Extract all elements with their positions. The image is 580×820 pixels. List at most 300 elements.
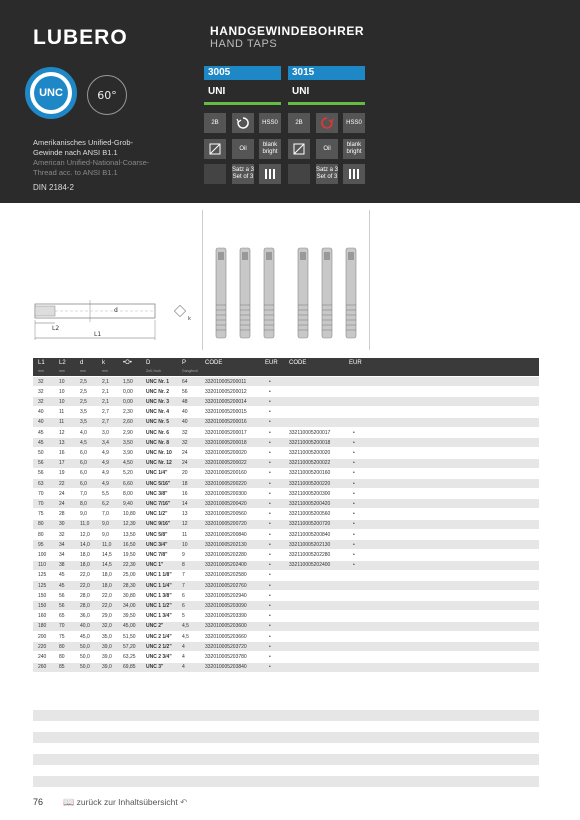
table-row	[33, 591, 539, 600]
cell-drill: 5,20	[123, 470, 133, 477]
cell-pitch: 7	[182, 572, 185, 579]
cell-d: 45,0	[80, 633, 90, 640]
cell-d: 4,0	[80, 429, 87, 436]
empty-row	[33, 776, 539, 787]
cell-k: 22,0	[102, 602, 112, 609]
cell-d: 50,0	[80, 643, 90, 650]
cell-code-1: 332010005200840	[205, 531, 247, 538]
table-row	[33, 469, 539, 478]
page-subtitle: HAND TAPS	[210, 38, 278, 50]
cell-drill: 8,00	[123, 490, 133, 497]
coolant-badge-1: Oil	[232, 139, 254, 159]
rotation-icon	[232, 113, 254, 133]
cell-l2: 22	[59, 480, 65, 487]
table-row	[33, 489, 539, 498]
cell-code-1: 332010005202130	[205, 541, 247, 548]
cell-eur-1: •	[269, 562, 271, 569]
cell-k: 2,1	[102, 398, 109, 405]
cell-l2: 85	[59, 664, 65, 671]
col-code-2: CODE	[289, 360, 307, 366]
din-standard: DIN 2184-2	[33, 183, 74, 192]
cell-pitch: 13	[182, 511, 188, 518]
cell-k: 29,0	[102, 613, 112, 620]
cell-l2: 24	[59, 500, 65, 507]
cell-drill: 25,00	[123, 572, 136, 579]
cell-pitch: 8	[182, 562, 185, 569]
cell-k: 2,1	[102, 388, 109, 395]
cell-drill: 0,00	[123, 398, 133, 405]
cell-eur-2: •	[353, 480, 355, 487]
unc-badge	[25, 67, 77, 119]
cell-eur-1: •	[269, 470, 271, 477]
cell-diameter: UNC 2 1/4"	[146, 633, 172, 640]
cell-l1: 80	[38, 531, 44, 538]
cell-diameter: UNC 5/8"	[146, 531, 168, 538]
table-row	[33, 459, 539, 468]
rotation-left-icon	[316, 113, 338, 133]
cell-drill: 9,40	[123, 500, 133, 507]
cell-k: 39,0	[102, 653, 112, 660]
cell-eur-2: •	[353, 470, 355, 477]
cell-drill: 45,00	[123, 623, 136, 630]
cell-eur-1: •	[269, 490, 271, 497]
cell-eur-2: •	[353, 511, 355, 518]
cell-l2: 80	[59, 653, 65, 660]
cell-d: 9,0	[80, 511, 87, 518]
cell-code-1: 332010005202280	[205, 551, 247, 558]
cell-code-1: 332010005203390	[205, 613, 247, 620]
cell-code-2: 332110005202280	[289, 551, 331, 558]
cell-l2: 56	[59, 602, 65, 609]
table-row	[33, 581, 539, 590]
cell-d: 50,0	[80, 653, 90, 660]
cell-diameter: UNC 3"	[146, 664, 164, 671]
cell-pitch: 32	[182, 439, 188, 446]
cell-drill: 30,80	[123, 592, 136, 599]
cell-d: 8,0	[80, 500, 87, 507]
cell-k: 11,0	[102, 541, 112, 548]
cell-drill: 0,00	[123, 388, 133, 395]
cell-eur-1: •	[269, 623, 271, 630]
col-k: k	[102, 360, 105, 366]
blank-icon	[204, 164, 226, 184]
cell-k: 4,9	[102, 480, 109, 487]
cell-code-2: 332110005200720	[289, 521, 331, 528]
cell-diameter: UNC Nr. 8	[146, 439, 170, 446]
cell-drill: 13,50	[123, 531, 136, 538]
cell-k: 3,4	[102, 439, 109, 446]
book-icon: 📖	[63, 797, 75, 807]
cell-l1: 32	[38, 398, 44, 405]
back-to-contents-link[interactable]	[63, 797, 187, 808]
cell-code-2: 332110005200560	[289, 511, 331, 518]
table-row	[33, 479, 539, 488]
cell-eur-1: •	[269, 409, 271, 416]
cell-l2: 13	[59, 439, 65, 446]
cell-k: 39,0	[102, 643, 112, 650]
cell-eur-1: •	[269, 388, 271, 395]
cell-diameter: UNC 1"	[146, 562, 164, 569]
cell-code-1: 332010005200014	[205, 398, 247, 405]
cell-pitch: 4	[182, 643, 185, 650]
cell-d: 12,0	[80, 531, 90, 538]
cell-eur-2: •	[353, 429, 355, 436]
cell-d: 18,0	[80, 551, 90, 558]
cell-diameter: UNC 2"	[146, 623, 164, 630]
col-l2-unit: mm	[59, 369, 65, 373]
cell-l2: 16	[59, 449, 65, 456]
cell-d: 28,0	[80, 592, 90, 599]
cell-code-1: 332010005200560	[205, 511, 247, 518]
finish-badge-2: blank bright	[343, 139, 365, 159]
cell-eur-1: •	[269, 398, 271, 405]
table-row	[33, 663, 539, 672]
cell-code-2: 332110005200017	[289, 429, 331, 436]
col-l1: L1	[38, 360, 45, 366]
tolerance-badge-2: 2B	[288, 113, 310, 133]
cell-d: 28,0	[80, 602, 90, 609]
cell-pitch: 10	[182, 541, 188, 548]
cell-l1: 70	[38, 500, 44, 507]
cell-l1: 40	[38, 419, 44, 426]
cell-pitch: 5	[182, 613, 185, 620]
cell-eur-1: •	[269, 572, 271, 579]
cell-drill: 28,30	[123, 582, 136, 589]
drawing-label-l1: L1	[94, 331, 102, 338]
cell-d: 2,5	[80, 398, 87, 405]
cell-eur-1: •	[269, 602, 271, 609]
cell-code-1: 332010005200720	[205, 521, 247, 528]
cell-d: 6,0	[80, 480, 87, 487]
cell-pitch: 24	[182, 449, 188, 456]
cell-diameter: UNC 1 1/2"	[146, 602, 172, 609]
cell-k: 6,2	[102, 500, 109, 507]
cell-drill: 10,80	[123, 511, 136, 518]
cell-code-2: 332110005200018	[289, 439, 331, 446]
table-row	[33, 571, 539, 580]
cell-code-1: 332010005200012	[205, 388, 247, 395]
cell-l1: 56	[38, 460, 44, 467]
cell-eur-1: •	[269, 653, 271, 660]
cell-eur-1: •	[269, 429, 271, 436]
cell-drill: 63,25	[123, 653, 136, 660]
cell-code-1: 332010005203720	[205, 643, 247, 650]
cell-diameter: UNC 5/16"	[146, 480, 171, 487]
cell-eur-1: •	[269, 613, 271, 620]
desc-de-line1: Amerikanisches Unified-Grob-	[33, 138, 134, 147]
cell-l1: 50	[38, 449, 44, 456]
cell-code-1: 332010005203660	[205, 633, 247, 640]
cell-code-1: 332010005202760	[205, 582, 247, 589]
drawing-label-d: d	[114, 307, 118, 314]
cell-eur-1: •	[269, 664, 271, 671]
cell-code-1: 332010005202400	[205, 562, 247, 569]
cell-l2: 17	[59, 460, 65, 467]
cell-l1: 200	[38, 633, 47, 640]
cell-code-1: 332010005200015	[205, 409, 247, 416]
cell-l2: 11	[59, 419, 65, 426]
col-code-1: CODE	[205, 360, 223, 366]
cell-d: 22,0	[80, 582, 90, 589]
cell-diameter: UNC Nr. 5	[146, 419, 170, 426]
cell-code-1: 332010005203780	[205, 653, 247, 660]
article-type-2: UNI	[292, 86, 310, 97]
cell-l1: 160	[38, 613, 47, 620]
cell-code-1: 332010005200022	[205, 460, 247, 467]
cell-drill: 16,50	[123, 541, 136, 548]
cell-l2: 45	[59, 582, 65, 589]
cell-pitch: 4	[182, 664, 185, 671]
cell-diameter: UNC 9/16"	[146, 521, 171, 528]
cell-code-1: 332010005203840	[205, 664, 247, 671]
cell-l1: 40	[38, 409, 44, 416]
empty-row	[33, 710, 539, 721]
drawing-label-k: k	[188, 316, 191, 322]
cell-l1: 125	[38, 572, 47, 579]
taps-photo	[202, 210, 370, 350]
cell-d: 6,0	[80, 449, 87, 456]
cell-pitch: 12	[182, 521, 188, 528]
table-row	[33, 387, 539, 396]
cell-d: 4,5	[80, 439, 87, 446]
cell-l2: 70	[59, 623, 65, 630]
cell-l2: 30	[59, 521, 65, 528]
cell-l2: 10	[59, 388, 65, 395]
cell-k: 9,0	[102, 531, 109, 538]
cell-k: 35,0	[102, 633, 112, 640]
empty-row	[33, 732, 539, 743]
table-row	[33, 530, 539, 539]
cell-code-1: 332010005203090	[205, 602, 247, 609]
cell-code-1: 332010005200020	[205, 449, 247, 456]
article-number-2: 3015	[288, 66, 365, 80]
cell-diameter: UNC Nr. 10	[146, 449, 172, 456]
cell-drill: 22,30	[123, 562, 136, 569]
cell-code-2: 332110005200300	[289, 490, 331, 497]
cell-code-1: 332010005202940	[205, 592, 247, 599]
cell-l1: 45	[38, 439, 44, 446]
cell-l1: 32	[38, 388, 44, 395]
cell-code-1: 332010005200220	[205, 480, 247, 487]
col-d: d	[80, 360, 84, 366]
article-type-1: UNI	[208, 86, 226, 97]
cell-diameter: UNC 1/2"	[146, 511, 168, 518]
cell-l2: 28	[59, 511, 65, 518]
cell-pitch: 6	[182, 602, 185, 609]
cell-l2: 45	[59, 572, 65, 579]
cell-k: 18,0	[102, 572, 112, 579]
cell-pitch: 48	[182, 398, 188, 405]
cell-diameter: UNC Nr. 2	[146, 388, 170, 395]
col-k-unit: mm	[102, 369, 108, 373]
cell-pitch: 32	[182, 429, 188, 436]
cell-d: 22,0	[80, 572, 90, 579]
cell-code-2: 332110005200160	[289, 470, 331, 477]
cell-d: 14,0	[80, 541, 90, 548]
cell-l2: 10	[59, 378, 65, 385]
cell-l2: 65	[59, 613, 65, 620]
cell-d: 6,0	[80, 470, 87, 477]
cell-code-1: 332010005200160	[205, 470, 247, 477]
cell-diameter: UNC 7/16"	[146, 500, 171, 507]
coolant-badge-2: Oil	[316, 139, 338, 159]
col-l2: L2	[59, 360, 66, 366]
cell-d: 36,0	[80, 613, 90, 620]
cell-l1: 80	[38, 521, 44, 528]
table-row	[33, 540, 539, 549]
cell-l1: 100	[38, 551, 47, 558]
cell-eur-2: •	[353, 562, 355, 569]
cell-l2: 24	[59, 490, 65, 497]
finish-badge-1: blank bright	[259, 139, 281, 159]
table-row	[33, 550, 539, 559]
cell-drill: 2,60	[123, 419, 133, 426]
col-diameter-unit: Zoll / inch	[146, 369, 161, 373]
cell-k: 22,0	[102, 592, 112, 599]
material-badge-2: HSS0	[343, 113, 365, 133]
cell-diameter: UNC 1 1/8"	[146, 572, 172, 579]
cell-drill: 57,20	[123, 643, 136, 650]
tolerance-badge-1: 2B	[204, 113, 226, 133]
cell-l1: 220	[38, 643, 47, 650]
cell-eur-2: •	[353, 521, 355, 528]
col-d-unit: mm	[80, 369, 86, 373]
cell-code-1: 332010005200018	[205, 439, 247, 446]
cell-diameter: UNC Nr. 1	[146, 378, 170, 385]
cell-l1: 260	[38, 664, 47, 671]
cell-pitch: 4,5	[182, 633, 189, 640]
cell-pitch: 4,5	[182, 623, 189, 630]
tap-shape-icon-2	[288, 139, 310, 159]
cell-eur-2: •	[353, 551, 355, 558]
table-row	[33, 499, 539, 508]
cell-l2: 34	[59, 541, 65, 548]
cell-l2: 19	[59, 470, 65, 477]
cell-pitch: 56	[182, 388, 188, 395]
article-number-1: 3005	[204, 66, 281, 80]
table-header	[33, 358, 539, 376]
cell-k: 7,0	[102, 511, 109, 518]
cell-l1: 32	[38, 378, 44, 385]
set-taps-icon	[259, 164, 281, 184]
col-pitch: P	[182, 360, 187, 366]
cell-eur-2: •	[353, 490, 355, 497]
desc-en-line2: Thread acc. to ANSI B1.1	[33, 168, 118, 177]
cell-pitch: 20	[182, 470, 188, 477]
cell-diameter: UNC Nr. 4	[146, 409, 170, 416]
cell-l1: 110	[38, 562, 46, 569]
brand-logo: LUBERO	[33, 26, 128, 49]
cell-eur-2: •	[353, 439, 355, 446]
empty-row	[33, 754, 539, 765]
cell-diameter: UNC Nr. 12	[146, 460, 172, 467]
cell-d: 18,0	[80, 562, 90, 569]
cell-drill: 3,50	[123, 439, 133, 446]
cell-drill: 39,50	[123, 613, 136, 620]
cell-eur-1: •	[269, 633, 271, 640]
cell-drill: 19,50	[123, 551, 136, 558]
table-row	[33, 377, 539, 386]
cell-eur-2: •	[353, 500, 355, 507]
cell-eur-1: •	[269, 521, 271, 528]
cell-l1: 63	[38, 480, 44, 487]
set-badge-2: Satz a 3 Set of 3	[316, 164, 338, 184]
drawing-label-l2: L2	[52, 325, 60, 332]
cell-pitch: 40	[182, 419, 188, 426]
cell-eur-1: •	[269, 541, 271, 548]
cell-d: 3,5	[80, 419, 87, 426]
desc-en-line1: American Unified-National-Coarse-	[33, 158, 150, 167]
cell-eur-2: •	[353, 531, 355, 538]
cell-drill: 1,50	[123, 378, 133, 385]
cell-l1: 150	[38, 602, 47, 609]
cell-l1: 45	[38, 429, 44, 436]
cell-code-2: 332110005202400	[289, 562, 331, 569]
cell-code-2: 332110005200840	[289, 531, 331, 538]
cell-eur-1: •	[269, 439, 271, 446]
cell-pitch: 40	[182, 409, 188, 416]
cell-l2: 80	[59, 643, 65, 650]
cell-pitch: 64	[182, 378, 188, 385]
cell-pitch: 16	[182, 490, 188, 497]
cell-k: 5,5	[102, 490, 109, 497]
cell-code-2: 332110005200020	[289, 449, 331, 456]
col-l1-unit: mm	[38, 369, 44, 373]
article-bar-2	[288, 102, 365, 105]
desc-de-line2: Gewinde nach ANSI B1.1	[33, 148, 118, 157]
cell-eur-2: •	[353, 449, 355, 456]
cell-code-1: 332010005202580	[205, 572, 247, 579]
cell-eur-1: •	[269, 460, 271, 467]
cell-pitch: 7	[182, 582, 185, 589]
cell-d: 11,0	[80, 521, 90, 528]
cell-pitch: 18	[182, 480, 188, 487]
table-row	[33, 397, 539, 406]
back-link-label: zurück zur Inhaltsübersicht	[76, 797, 178, 807]
cell-diameter: UNC 1 3/4"	[146, 613, 172, 620]
cell-l1: 125	[38, 582, 47, 589]
cell-eur-1: •	[269, 592, 271, 599]
return-arrow-icon: ↶	[180, 797, 188, 807]
cell-code-2: 332110005200220	[289, 480, 331, 487]
cell-diameter: UNC 1 1/4"	[146, 582, 172, 589]
cell-eur-1: •	[269, 511, 271, 518]
header-panel	[0, 0, 580, 203]
cell-code-1: 332010005200300	[205, 490, 247, 497]
cell-k: 14,5	[102, 562, 112, 569]
cell-k: 4,9	[102, 470, 109, 477]
cell-diameter: UNC 1 3/8"	[146, 592, 172, 599]
cell-diameter: UNC 3/4"	[146, 541, 168, 548]
table-row	[33, 428, 539, 437]
cell-eur-2: •	[353, 541, 355, 548]
cell-l1: 150	[38, 592, 47, 599]
cell-drill: 12,30	[123, 521, 136, 528]
cell-k: 39,0	[102, 664, 112, 671]
cell-diameter: UNC Nr. 3	[146, 398, 170, 405]
blank-icon-2	[288, 164, 310, 184]
cell-diameter: UNC 2 1/2"	[146, 643, 172, 650]
cell-d: 6,0	[80, 460, 87, 467]
article-bar-1	[204, 102, 281, 105]
cell-l2: 10	[59, 398, 65, 405]
cell-code-1: 332010005200420	[205, 500, 247, 507]
cell-eur-1: •	[269, 378, 271, 385]
unc-badge-label: UNC	[34, 76, 68, 110]
cell-diameter: UNC 1/4"	[146, 470, 168, 477]
cell-l2: 38	[59, 562, 65, 569]
cell-eur-1: •	[269, 419, 271, 426]
